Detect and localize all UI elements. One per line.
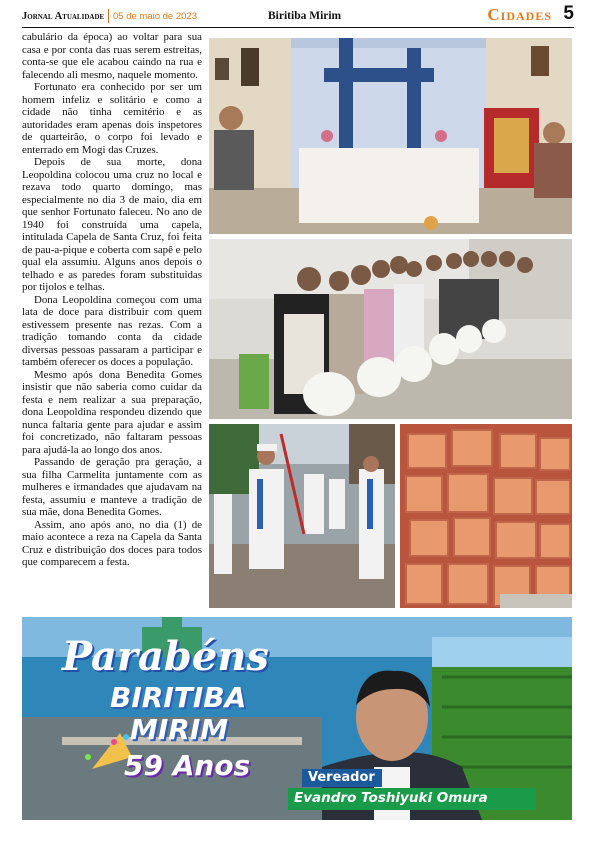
chapel-altar-photo bbox=[209, 38, 572, 234]
issue-date: 05 de maio de 2023 bbox=[113, 11, 197, 22]
article-paragraph: Dona Leopoldina começou com uma lata de doce para distribuir com quem estivessem presente nas rezas. Com a tradição tomando conta da cidade diversas pessoas passaram a participar e também oferecer os doces a população. bbox=[22, 293, 202, 368]
page-number: 5 bbox=[563, 3, 574, 24]
ad-city-line-1: BIRITIBA bbox=[110, 681, 247, 714]
ad-city-line-2: MIRIM bbox=[130, 713, 229, 746]
header-separator bbox=[108, 9, 109, 23]
women-with-sweets-photo bbox=[209, 239, 572, 419]
article-paragraph: Fortunato era conhecido por ser um homem infeliz e solitário e como a cidade não tinha cemitério e as autoridades eram apenas dois inspetores de quarteirão, o corpo foi levado e enterrado em Mogi das Cruzes. bbox=[22, 81, 202, 156]
newspaper-name: Jornal Atualidade bbox=[22, 11, 105, 22]
ad-anniversary-years: 59 Anos bbox=[124, 749, 251, 782]
article-column bbox=[22, 31, 202, 569]
article-paragraph: Passando de geração pra geração, a sua filha Carmelita juntamente com as mulheres e irmandades que ajudavam na festa, assumiu e manteve a tradição de sua mãe, dona Benedita Gomes. bbox=[22, 456, 202, 518]
anniversary-ad bbox=[22, 617, 572, 820]
article-paragraph: Assim, ano após ano, no dia (1) de maio acontece a reza na Capela da Santa Cruz e distribuição dos doces para todos que comparecem a festa. bbox=[22, 518, 202, 568]
ad-congrats-title: Parabéns bbox=[62, 633, 269, 680]
ad-role-label: Vereador bbox=[308, 770, 375, 785]
article-paragraph: Depois de sua morte, dona Leopoldina colocou uma cruz no local e rezava todo quarto domingo, mas especialmente no dia 3 de maio, dia em que senhor Fortunato faleceu. No ano de 1940 foi construída uma capela, intitulada Capela de Santa Cruz, foi feita de pau-a-pique e coberta com sapê e pelo qual ela assumiu. Alguns anos depois o telhado e as paredes foram substituídas por tijolos e telhas. bbox=[22, 156, 202, 293]
ad-councilman-name: Evandro Toshiyuki Omura bbox=[294, 790, 488, 806]
section-title: Cidades bbox=[487, 5, 552, 24]
procession-photo bbox=[209, 424, 395, 608]
header-rule bbox=[22, 27, 574, 28]
article-paragraph: Mesmo após dona Benedita Gomes insistir que não saberia como cuidar da festa e nem realizar a sua preparação, dona Leopoldina respondeu dizendo que nunca faltaria gente para ajudar e assim foi concretizado, não faltaram pessoas para ajudá-la ao longo dos anos. bbox=[22, 368, 202, 456]
page-header bbox=[22, 3, 574, 26]
city-title: Biritiba Mirim bbox=[268, 10, 342, 22]
article-paragraph: cabulário da época) ao voltar para sua casa e por conta das ruas serem estreitas, conta-se que ele acabou caindo na rua e falecendo ali mesmo, naquele momento. bbox=[22, 31, 202, 81]
sweets-closeup-photo bbox=[400, 424, 572, 608]
